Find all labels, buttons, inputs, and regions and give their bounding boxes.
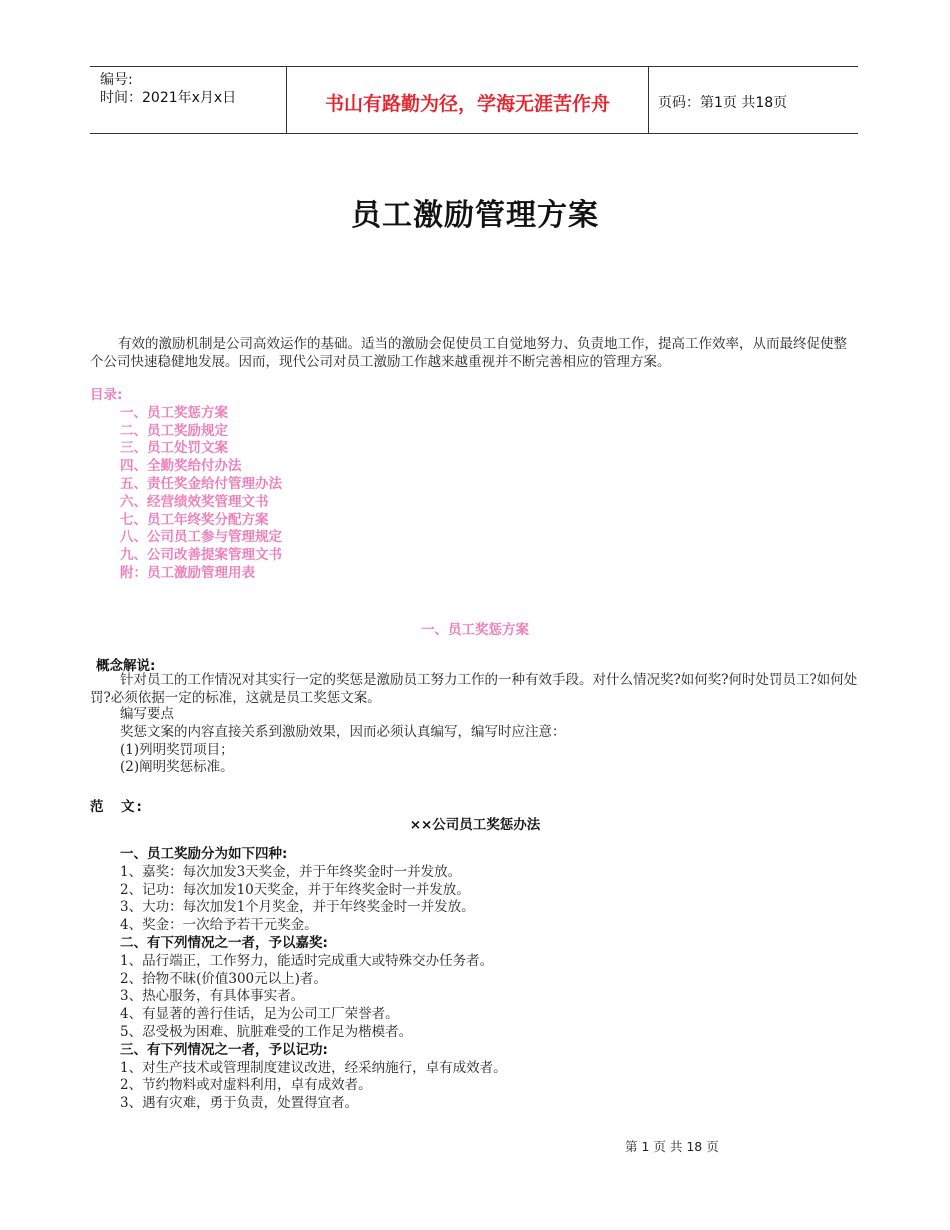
- rule-line: 2、节约物料或对虚料利用，卓有成效者。: [120, 1077, 372, 1094]
- intro-paragraph: 有效的激励机制是公司高效运作的基础。适当的激励会促使员工自觉地努力、负责地工作，提高工作效率，从而最终促使整个公司快速稳健地发展。因而，现代公司对员工激励工作越来越重视并不断完善相应的管理方案。: [90, 336, 847, 370]
- rule-heading: 一、员工奖励分为如下四种:: [120, 846, 288, 862]
- rule-heading: 三、有下列情况之一者，予以记功:: [120, 1041, 328, 1058]
- rule-line: 4、有显著的善行佳话，足为公司工厂荣誉者。: [120, 1006, 399, 1023]
- toc-item[interactable]: 附：员工激励管理用表: [120, 564, 255, 581]
- section-title-text: 一、员工奖惩方案: [421, 622, 529, 638]
- toc-item[interactable]: 三、员工处罚文案: [120, 440, 228, 457]
- toc-item[interactable]: 八、公司员工参与管理规定: [120, 529, 282, 546]
- rule-heading: 二、有下列情况之一者，予以嘉奖:: [120, 934, 328, 951]
- rule-line: 1、对生产技术或管理制度建议改进，经采纳施行，卓有成效者。: [120, 1059, 507, 1076]
- concept-paragraph: 针对员工的工作情况对其实行一定的奖惩是激励员工努力工作的一种有效手段。对什么情况奖?如何奖?何时处罚员工?如何处罚?必须依据一定的标准，这就是员工奖惩文案。: [90, 672, 858, 706]
- toc-item[interactable]: 七、员工年终奖分配方案: [120, 511, 269, 528]
- header-page-info: 页码：第1页 共18页: [658, 95, 788, 111]
- rules-list: [120, 846, 507, 1113]
- header-table: [90, 66, 858, 134]
- doc-time-label: 时间：2021年x月x日: [100, 90, 237, 106]
- rule-line: 1、品行端正，工作努力，能适时完成重大或特殊交办任务者。: [120, 952, 494, 969]
- writing-line: 奖惩文案的内容直接关系到激励效果，因而必须认真编写，编写时应注意：: [120, 723, 566, 740]
- toc-heading: 目录:: [90, 387, 123, 403]
- header-meta-cell: [90, 67, 287, 133]
- example-label: 范 文:: [90, 799, 144, 815]
- writing-line: (2)阐明奖惩标准。: [120, 759, 234, 776]
- concept-label: 概念解说:: [96, 658, 156, 674]
- page-footer: 第 1 页 共 18 页: [625, 1139, 719, 1154]
- toc-item[interactable]: 一、员工奖惩方案: [120, 404, 228, 421]
- example-subtitle: ××公司员工奖惩办法: [409, 817, 541, 833]
- writing-line: (1)列明奖罚项目；: [120, 741, 234, 758]
- rule-line: 3、大功：每次加发1个月奖金，并于年终奖金时一并发放。: [120, 899, 475, 916]
- toc-item[interactable]: 六、经营绩效奖管理文书: [120, 493, 269, 510]
- rule-line: 2、拾物不昧(价值300元以上)者。: [120, 970, 327, 987]
- section-title: [0, 618, 950, 638]
- writing-points: [120, 706, 566, 777]
- toc-item[interactable]: 九、公司改善提案管理文书: [120, 547, 282, 564]
- rule-line: 5、忍受极为困难、肮脏难受的工作足为楷模者。: [120, 1023, 413, 1040]
- toc-item[interactable]: 二、员工奖励规定: [120, 422, 228, 439]
- document-title: 员工激励管理方案: [351, 198, 599, 233]
- rule-line: 2、记功：每次加发10天奖金，并于年终奖金时一并发放。: [120, 881, 470, 898]
- toc-item[interactable]: 五、责任奖金给付管理办法: [120, 475, 282, 492]
- header-motto: 书山有路勤为径，学海无涯苦作舟: [287, 67, 649, 133]
- writing-line: 编写要点: [120, 706, 174, 722]
- toc-item[interactable]: 四、全勤奖给付办法: [120, 458, 242, 475]
- rule-line: 4、奖金：一次给予若干元奖金。: [120, 917, 318, 934]
- rule-line: 3、热心服务，有具体事实者。: [120, 988, 305, 1005]
- table-of-contents: [90, 387, 282, 583]
- doc-number-label: 编号:: [100, 72, 133, 88]
- rule-line: 3、遇有灾难，勇于负责，处置得宜者。: [120, 1095, 359, 1112]
- rule-line: 1、嘉奖：每次加发3天奖金，并于年终奖金时一并发放。: [120, 863, 462, 880]
